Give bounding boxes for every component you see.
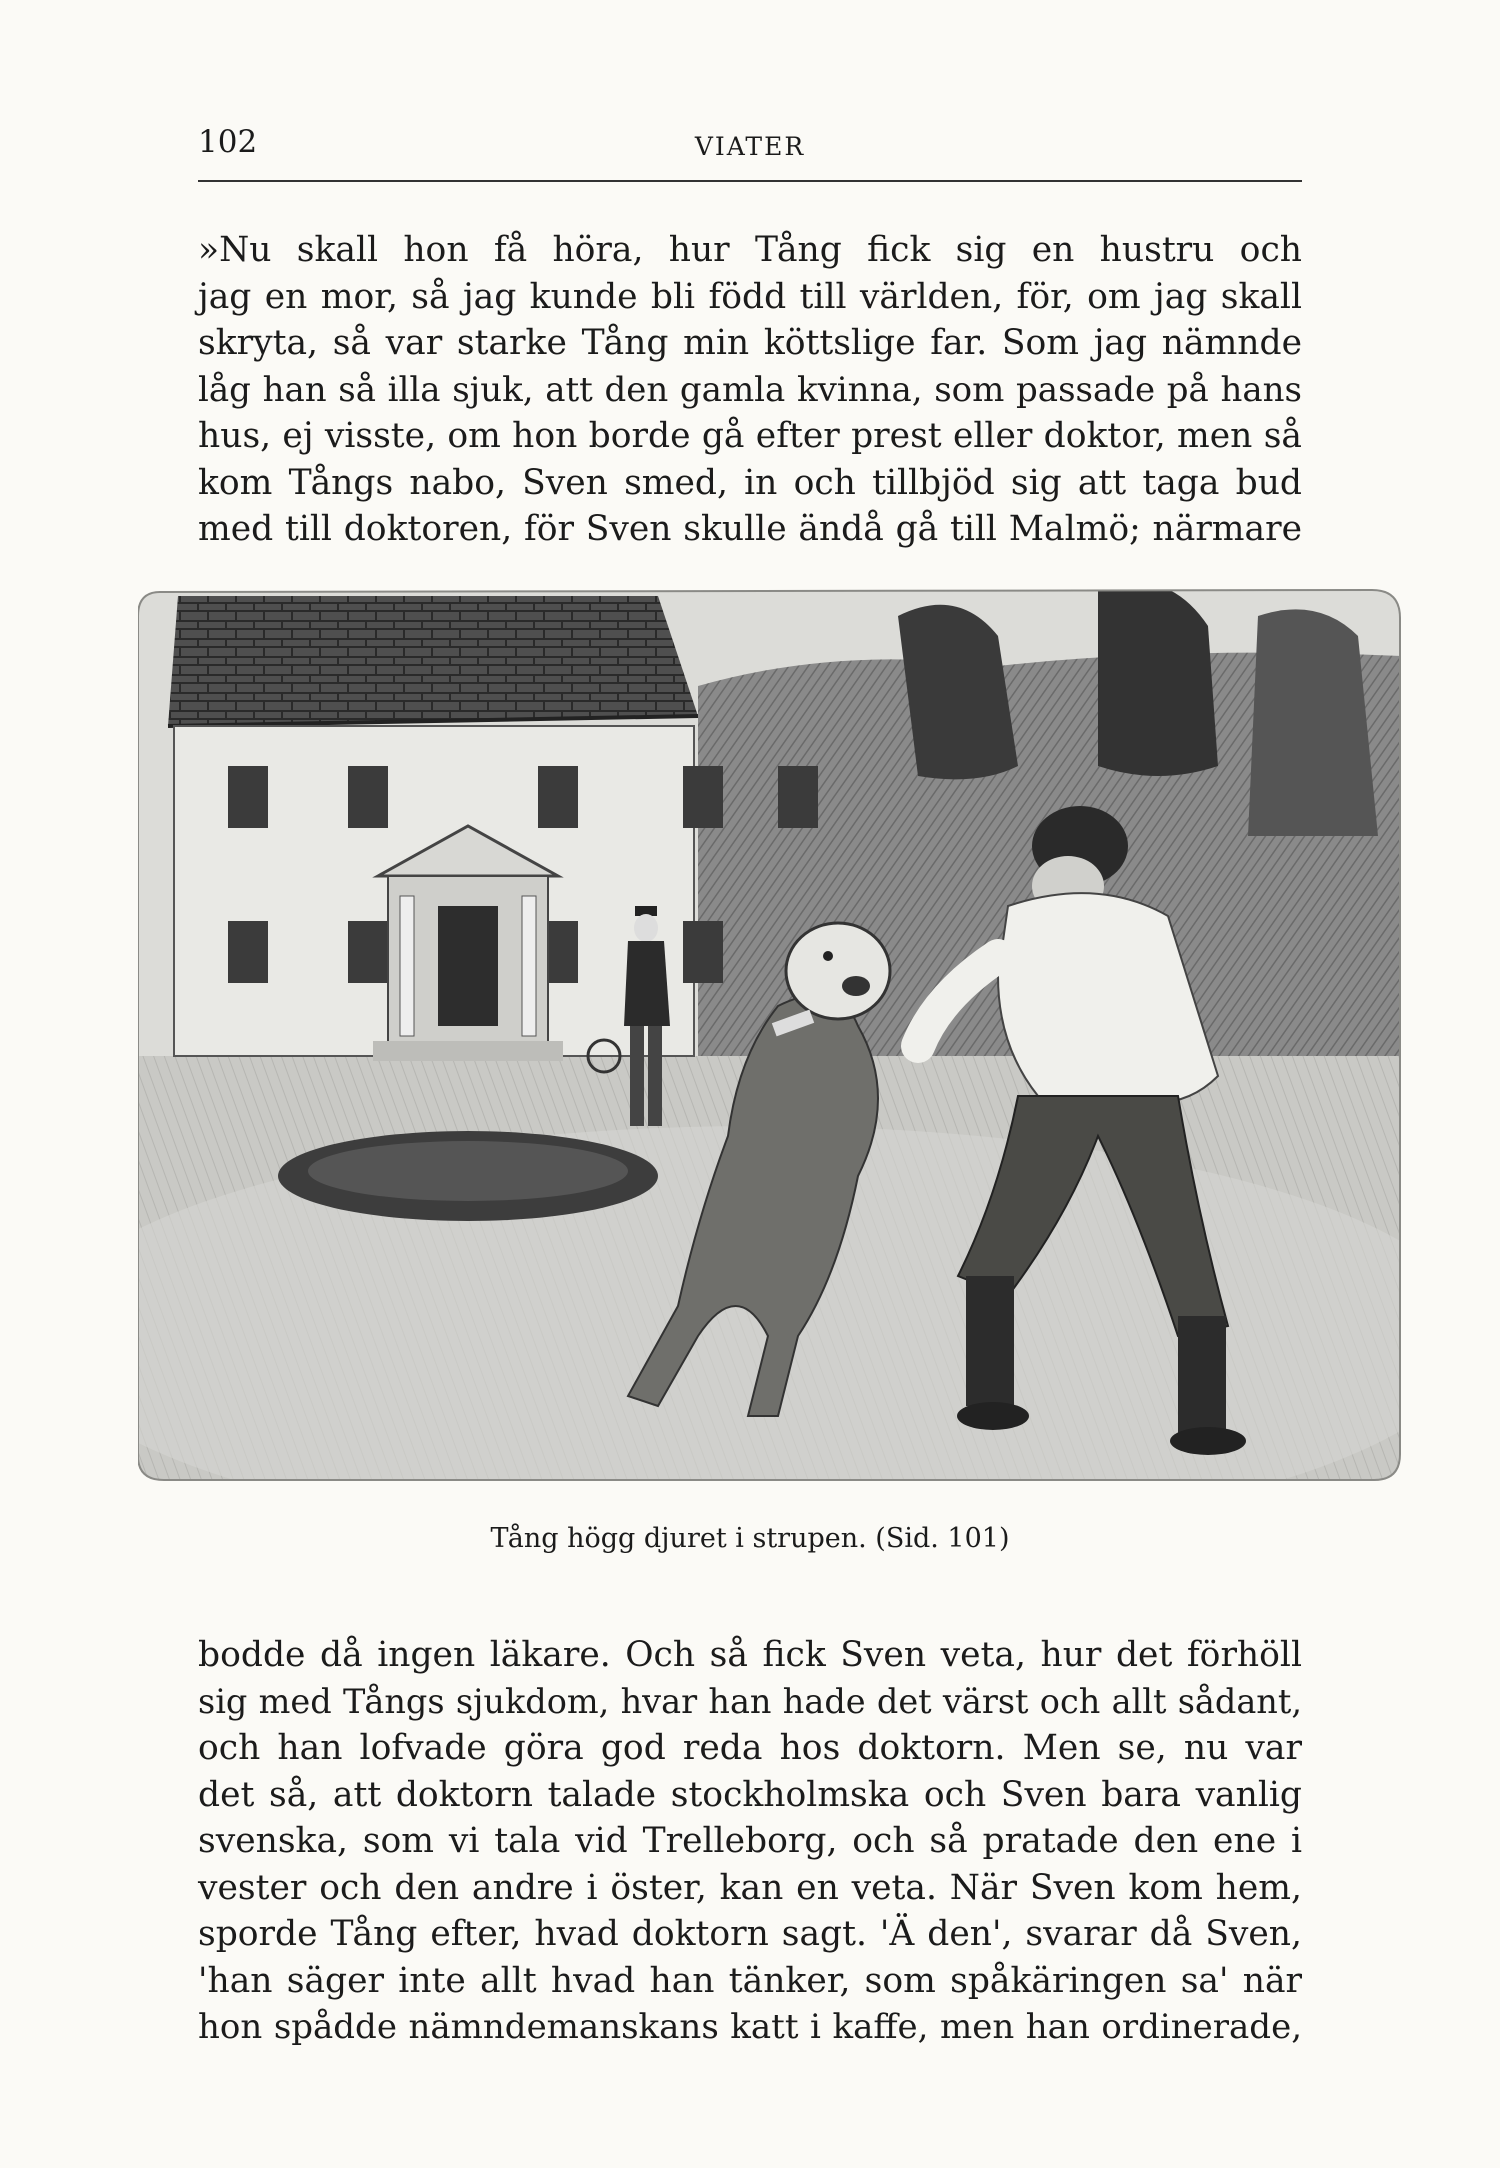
text-line: 'han säger inte allt hvad han tänker, som spåkäringen sa' när <box>198 1960 1302 2001</box>
text-line: med till doktoren, för Sven skulle ändå gå till Malmö; närmare <box>198 509 1302 549</box>
text-line: låg han så illa sjuk, att den gamla kvinna, som passade på hans <box>198 369 1302 410</box>
text-line: svenska, som vi tala vid Trelleborg, och så pratade den ene i <box>198 1821 1302 1861</box>
running-header <box>198 120 1302 180</box>
illustration <box>138 576 1402 1496</box>
header-rule <box>198 180 1302 182</box>
paragraph-top <box>198 227 1302 553</box>
text-line: »Nu skall hon få höra, hur Tång fick sig en hustru och <box>198 230 1302 270</box>
text-line: skryta, så var starke Tång min köttslige far. Som jag nämnde <box>198 323 1302 363</box>
text-line: och han lofvade göra god reda hos doktorn. Men se, nu var <box>198 1728 1302 1768</box>
text-line: bodde då ingen läkare. Och så fick Sven veta, hur det förhöll <box>198 1635 1302 1675</box>
text-line: sporde Tång efter, hvad doktorn sagt. 'Ä den', svarar då Sven, <box>198 1914 1302 1954</box>
illustration-caption: Tång högg djuret i strupen. (Sid. 101) <box>490 1523 1010 1554</box>
paragraph-bottom <box>198 1632 1302 2051</box>
text-line: det så, att doktorn talade stockholmska och Sven bara vanlig <box>198 1774 1302 1815</box>
text-line: hus, ej visste, om hon borde gå efter prest eller doktor, men så <box>198 416 1302 456</box>
running-title: VIATER <box>694 132 806 161</box>
text-line: sig med Tångs sjukdom, hvar han hade det värst och allt sådant, <box>198 1681 1302 1721</box>
text-line: hon spådde nämndemanskans katt i kaffe, men han ordinerade, <box>198 2007 1302 2047</box>
page-number: 102 <box>198 124 258 160</box>
text-line: vester och den andre i öster, kan en veta. När Sven kom hem, <box>198 1867 1302 1908</box>
text-line: kom Tångs nabo, Sven smed, in och tillbjöd sig att taga bud <box>198 462 1302 503</box>
text-line: jag en mor, så jag kunde bli född till världen, för, om jag skall <box>198 276 1302 317</box>
